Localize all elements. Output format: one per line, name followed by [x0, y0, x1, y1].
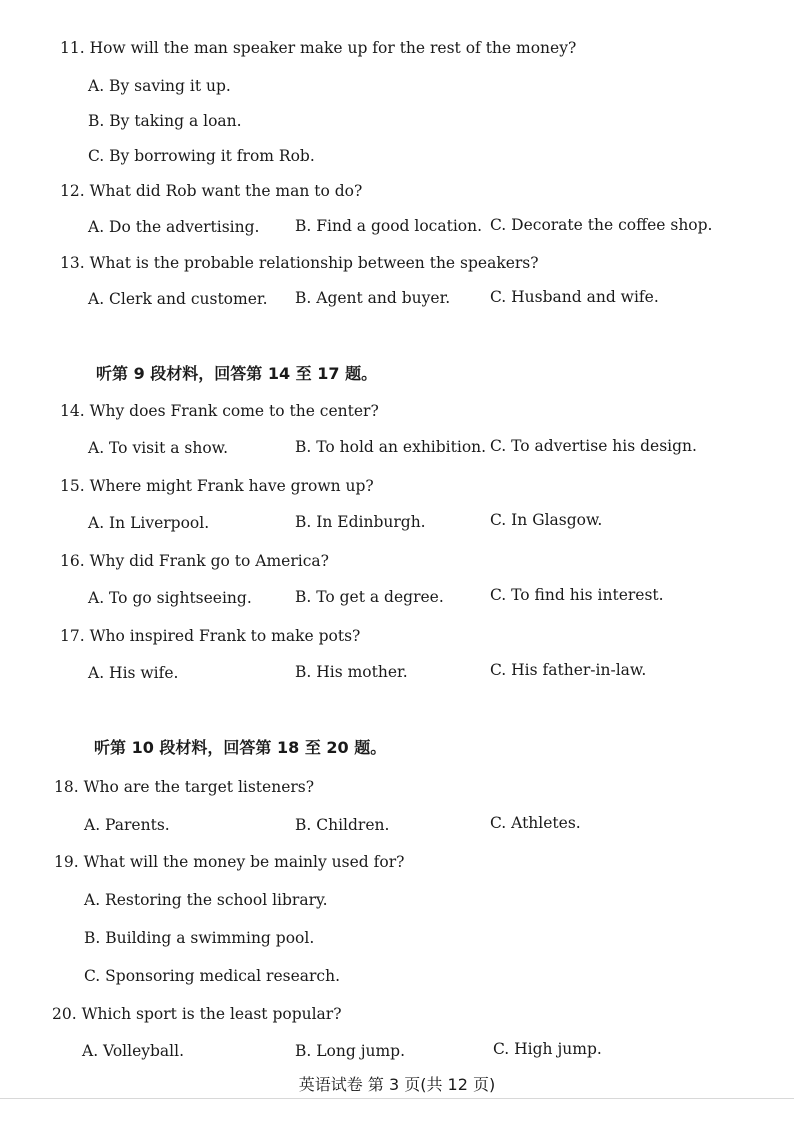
question-13-option-c: C. Husband and wife.: [490, 288, 659, 306]
question-14-option-c: C. To advertise his design.: [490, 437, 697, 455]
question-16-option-b: B. To get a degree.: [295, 588, 444, 606]
question-11-option-c: C. By borrowing it from Rob.: [88, 147, 315, 165]
question-11-option-b: B. By taking a loan.: [88, 112, 242, 130]
question-15-option-c: C. In Glasgow.: [490, 511, 603, 529]
question-18-stem: 18. Who are the target listeners?: [54, 778, 315, 796]
question-15-stem: 15. Where might Frank have grown up?: [60, 477, 374, 495]
question-12-option-a: A. Do the advertising.: [88, 218, 260, 236]
question-13-stem: 13. What is the probable relationship between the speakers?: [60, 254, 539, 272]
question-17-option-b: B. His mother.: [295, 663, 408, 681]
question-17-option-a: A. His wife.: [88, 664, 179, 682]
question-20-option-a: A. Volleyball.: [82, 1042, 184, 1060]
question-14-option-b: B. To hold an exhibition.: [295, 438, 487, 456]
question-19-option-c: C. Sponsoring medical research.: [84, 967, 341, 985]
question-16-stem: 16. Why did Frank go to America?: [60, 552, 329, 570]
question-11-option-a: A. By saving it up.: [88, 77, 231, 95]
footer-divider: [0, 1098, 794, 1099]
question-19-stem: 19. What will the money be mainly used for?: [54, 853, 405, 871]
question-20-option-c: C. High jump.: [493, 1040, 602, 1058]
question-19-option-b: B. Building a swimming pool.: [84, 929, 315, 947]
question-17-option-c: C. His father-in-law.: [490, 661, 647, 679]
question-18-option-c: C. Athletes.: [490, 814, 581, 832]
question-15-option-a: A. In Liverpool.: [88, 514, 210, 532]
question-20-option-b: B. Long jump.: [295, 1042, 406, 1060]
question-11-stem: 11. How will the man speaker make up for the rest of the money?: [60, 39, 577, 57]
question-20-stem: 20. Which sport is the least popular?: [52, 1005, 342, 1023]
page-footer: 英语试卷 第 3 页(共 12 页): [298, 1075, 496, 1094]
question-12-option-c: C. Decorate the coffee shop.: [490, 216, 713, 234]
section-10-heading: 听第 10 段材料，回答第 18 至 20 题。: [94, 738, 387, 757]
question-15-option-b: B. In Edinburgh.: [295, 513, 426, 531]
question-13-option-b: B. Agent and buyer.: [295, 289, 451, 307]
question-14-option-a: A. To visit a show.: [88, 439, 229, 457]
question-13-option-a: A. Clerk and customer.: [88, 290, 268, 308]
section-9-heading: 听第 9 段材料，回答第 14 至 17 题。: [96, 364, 378, 383]
question-17-stem: 17. Who inspired Frank to make pots?: [60, 627, 361, 645]
question-16-option-c: C. To find his interest.: [490, 586, 664, 604]
question-18-option-b: B. Children.: [295, 816, 390, 834]
question-16-option-a: A. To go sightseeing.: [88, 589, 252, 607]
question-18-option-a: A. Parents.: [84, 816, 170, 834]
question-12-stem: 12. What did Rob want the man to do?: [60, 182, 363, 200]
question-14-stem: 14. Why does Frank come to the center?: [60, 402, 379, 420]
question-12-option-b: B. Find a good location.: [295, 217, 483, 235]
question-19-option-a: A. Restoring the school library.: [84, 891, 328, 909]
